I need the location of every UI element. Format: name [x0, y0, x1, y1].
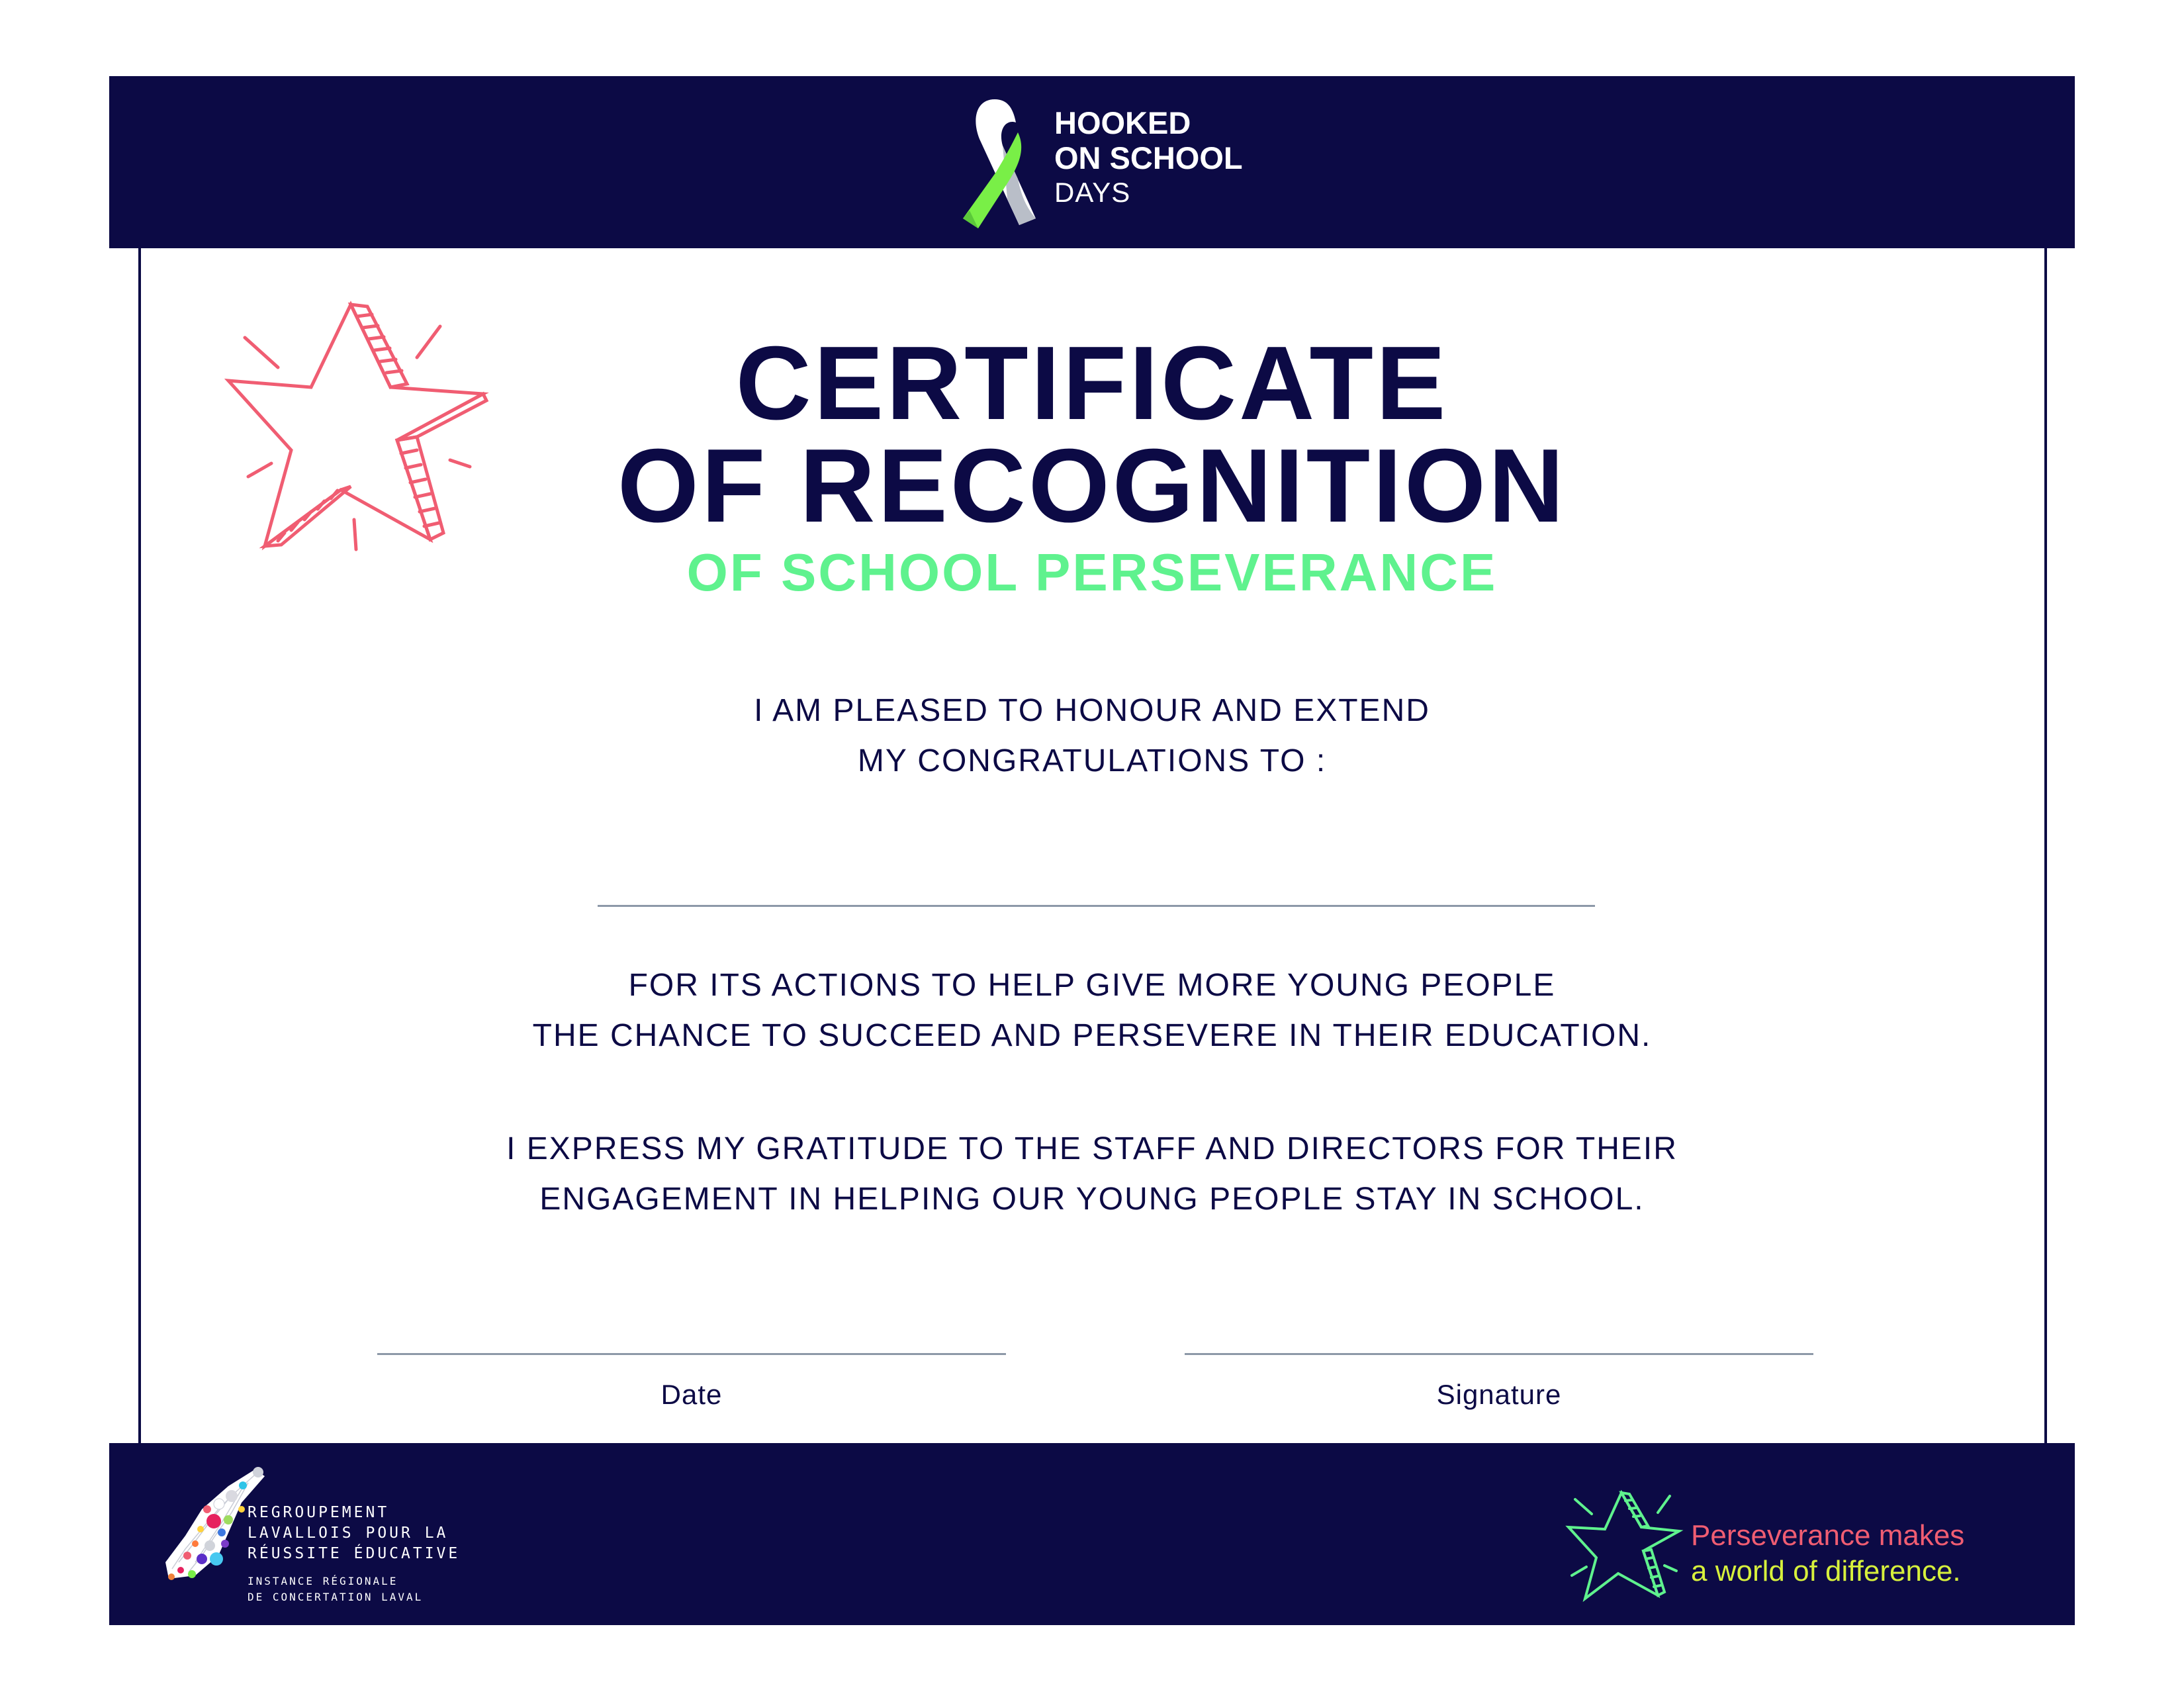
- recipient-name-line[interactable]: [598, 905, 1595, 907]
- tagline-line-1: Perseverance makes: [1691, 1519, 1965, 1552]
- date-line[interactable]: [377, 1353, 1006, 1355]
- actions-line-1: FOR ITS ACTIONS TO HELP GIVE MORE YOUNG PEOPLE: [628, 968, 1556, 1003]
- brand-line-3: DAYS: [1054, 177, 1131, 208]
- certificate-title-line-1: CERTIFICATE: [735, 325, 1449, 442]
- certificate-title-line-2: OF RECOGNITION: [617, 428, 1567, 544]
- gratitude-line-2: ENGAGEMENT IN HELPING OUR YOUNG PEOPLE STAY IN SCHOOL.: [539, 1182, 1645, 1217]
- org-sub-line-2: DE CONCERTATION LAVAL: [248, 1591, 424, 1603]
- brand-line-2: ON SCHOOL: [1054, 140, 1243, 175]
- org-name: [248, 1503, 460, 1605]
- signature-label: Signature: [1436, 1379, 1562, 1410]
- brand-wordmark: [1054, 107, 1243, 207]
- actions-line-2: THE CHANCE TO SUCCEED AND PERSEVERE IN THEIR EDUCATION.: [532, 1018, 1652, 1053]
- date-label: Date: [660, 1379, 723, 1410]
- ribbon-icon: [940, 93, 1052, 232]
- intro-line-2: MY CONGRATULATIONS TO :: [857, 743, 1327, 778]
- org-sub-line-1: INSTANCE RÉGIONALE: [248, 1575, 398, 1587]
- org-line-3: RÉUSSITE ÉDUCATIVE: [248, 1545, 461, 1562]
- gratitude-line-1: I EXPRESS MY GRATITUDE TO THE STAFF AND DIRECTORS FOR THEIR: [506, 1131, 1678, 1166]
- brand-line-1: HOOKED: [1054, 105, 1191, 140]
- tagline-line-2: a world of difference.: [1691, 1555, 1961, 1587]
- org-line-2: LAVALLOIS POUR LA: [248, 1524, 449, 1542]
- footer-tagline: [1691, 1518, 1964, 1589]
- star-icon: [1559, 1486, 1684, 1605]
- intro-line-1: I AM PLEASED TO HONOUR AND EXTEND: [754, 693, 1430, 728]
- org-line-1: REGROUPEMENT: [248, 1504, 390, 1521]
- certificate-subtitle: OF SCHOOL PERSEVERANCE: [686, 543, 1498, 602]
- signature-line[interactable]: [1185, 1353, 1813, 1355]
